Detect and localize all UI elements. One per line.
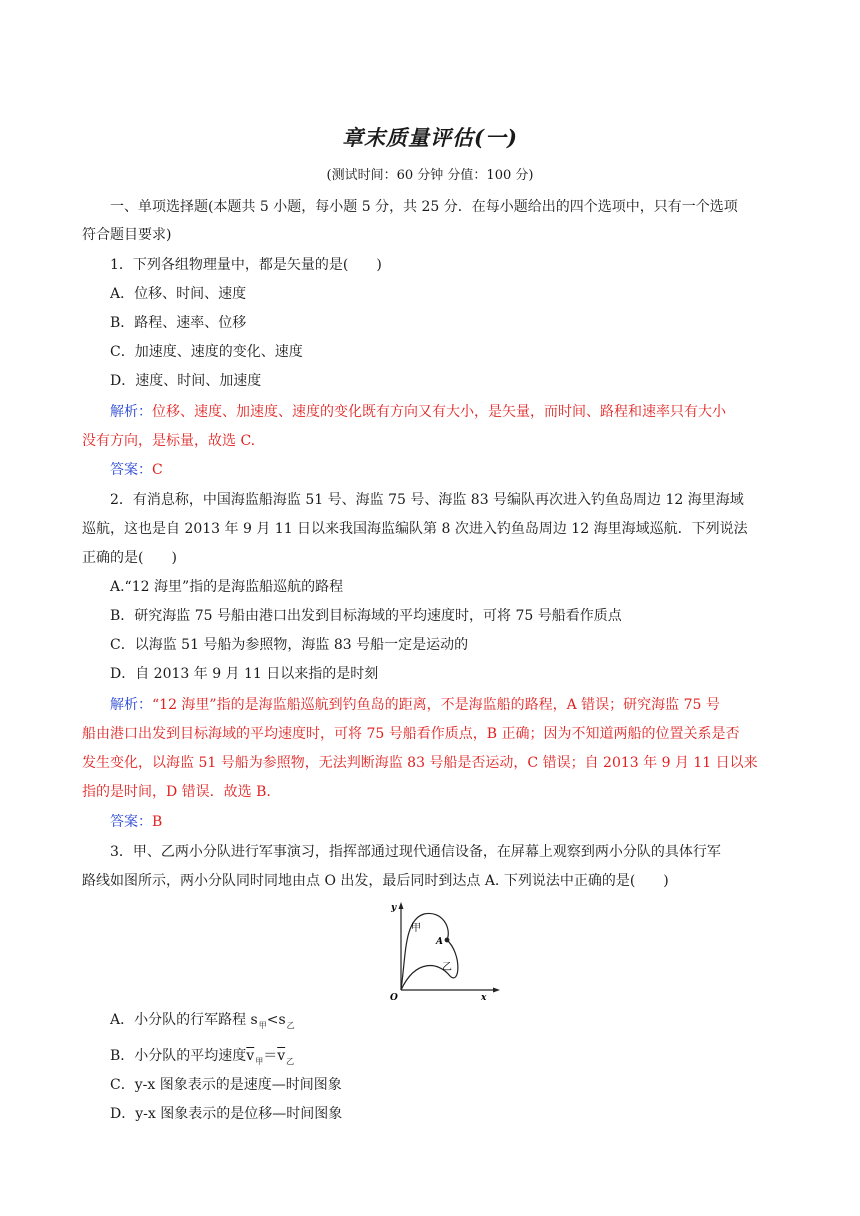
page-subtitle: (测试时间：60 分钟 分值：100 分) <box>326 168 534 183</box>
q1-stem: 1．下列各组物理量中，都是矢量的是( ) <box>110 257 382 273</box>
q1-answer-label: 答案： <box>110 462 152 478</box>
q1-answer <box>110 460 810 480</box>
q2-option-d: D．自 2013 年 9 月 11 日以来指的是时刻 <box>110 666 379 682</box>
q3-option-b-sub1: 甲 <box>255 1057 264 1066</box>
q3-option-b-text: B．小分队的平均速度 <box>110 1048 247 1064</box>
q1-option-c: C．加速度、速度的变化、速度 <box>110 344 303 360</box>
q2-answer-value: B <box>152 814 163 830</box>
q3-option-b-v1: $\overline{v}$ <box>246 1048 255 1064</box>
q3-option-a <box>110 1010 810 1032</box>
q2-analysis-line3: 发生变化，以海监 51 号船为参照物，无法判断海监 83 号船是否运动，C 错误；自 2013 年 9 月 11 日以来 <box>82 755 758 771</box>
q2-stem-line1: 2．有消息称，中国海监船海监 51 号、海监 75 号、海监 83 号编队再次进入钓鱼岛周边 12 海里海域 <box>110 492 744 508</box>
q3-figure <box>384 900 504 1002</box>
q1-analysis-line2: 没有方向，是标量，故选 C. <box>82 433 256 449</box>
q2-analysis-line1 <box>110 695 810 715</box>
q1-analysis-line1 <box>110 402 810 422</box>
q2-stem-line3: 正确的是( ) <box>82 550 177 566</box>
point-a-label: A <box>436 937 443 947</box>
q2-answer <box>110 812 810 832</box>
jia-label: 甲 <box>411 923 421 934</box>
q2-analysis-line4: 指的是时间，D 错误．故选 B. <box>82 784 271 800</box>
q2-analysis-line2: 船由港口出发到目标海域的平均速度时，可将 75 号船看作质点，B 正确；因为不知道两船的位置关系是否 <box>82 726 740 742</box>
q1-analysis-text1: 位移、速度、加速度、速度的变化既有方向又有大小，是矢量，而时间、路程和速率只有大小 <box>152 404 726 420</box>
q3-option-a-sub2: 乙 <box>286 1021 295 1030</box>
q3-option-b-mid: ＝ <box>263 1048 278 1064</box>
x-axis-arrow <box>493 988 500 993</box>
q3-stem-line2: 路线如图所示，两小分队同时同地由点 O 出发，最后同时到达点 A. 下列说法中正确的是( ) <box>82 873 669 889</box>
q3-option-b-v2: $\overline{v}$ <box>277 1048 286 1064</box>
q2-option-a: A.“12 海里”指的是海监船巡航的路程 <box>110 579 344 595</box>
origin-label: O <box>390 993 398 1002</box>
q3-option-d: D．y-x 图象表示的是位移—时间图象 <box>110 1106 343 1122</box>
section-heading-line1: 一、单项选择题(本题共 5 小题，每小题 5 分，共 25 分．在每小题给出的四个选项中，只有一个选项 <box>110 199 738 215</box>
q2-option-c: C．以海监 51 号船为参照物，海监 83 号船一定是运动的 <box>110 637 469 653</box>
yi-label: 乙 <box>442 962 452 973</box>
q1-option-d: D．速度、时间、加速度 <box>110 373 262 389</box>
q2-stem-line2: 巡航，这也是自 2013 年 9 月 11 日以来我国海监编队第 8 次进入钓鱼岛周边 12 海里海域巡航．下列说法 <box>82 521 748 537</box>
point-a-dot <box>445 938 450 943</box>
q3-stem-line1: 3．甲、乙两小分队进行军事演习，指挥部通过现代通信设备，在屏幕上观察到两小分队的具体行军 <box>110 844 721 860</box>
q3-option-a-mid: <s <box>266 1012 286 1028</box>
q3-option-b-sub2: 乙 <box>286 1057 295 1066</box>
q3-option-a-sub1: 甲 <box>258 1021 267 1030</box>
y-axis-arrow <box>399 902 404 909</box>
q2-analysis-label: 解析： <box>110 697 152 713</box>
q3-option-c: C．y-x 图象表示的是速度—时间图象 <box>110 1077 342 1093</box>
section-heading-line2: 符合题目要求) <box>82 227 172 243</box>
q1-answer-value: C <box>152 462 163 478</box>
page-title: 章末质量评估(一) <box>342 125 518 150</box>
q3-option-b <box>110 1046 810 1068</box>
x-axis-label: x <box>481 993 487 1002</box>
q1-option-a: A．位移、时间、速度 <box>110 286 247 302</box>
q2-option-b: B．研究海监 75 号船由港口出发到目标海域的平均速度时，可将 75 号船看作质点 <box>110 608 622 624</box>
q1-option-b: B．路程、速率、位移 <box>110 315 247 331</box>
q1-analysis-label: 解析： <box>110 404 152 420</box>
q3-option-a-text: A．小分队的行军路程 s <box>110 1012 258 1028</box>
q2-answer-label: 答案： <box>110 814 152 830</box>
y-axis-label: y <box>391 903 397 913</box>
q2-analysis-text1: “12 海里”指的是海监船巡航到钓鱼岛的距离，不是海监船的路程，A 错误；研究海监 75 号 <box>152 697 720 713</box>
